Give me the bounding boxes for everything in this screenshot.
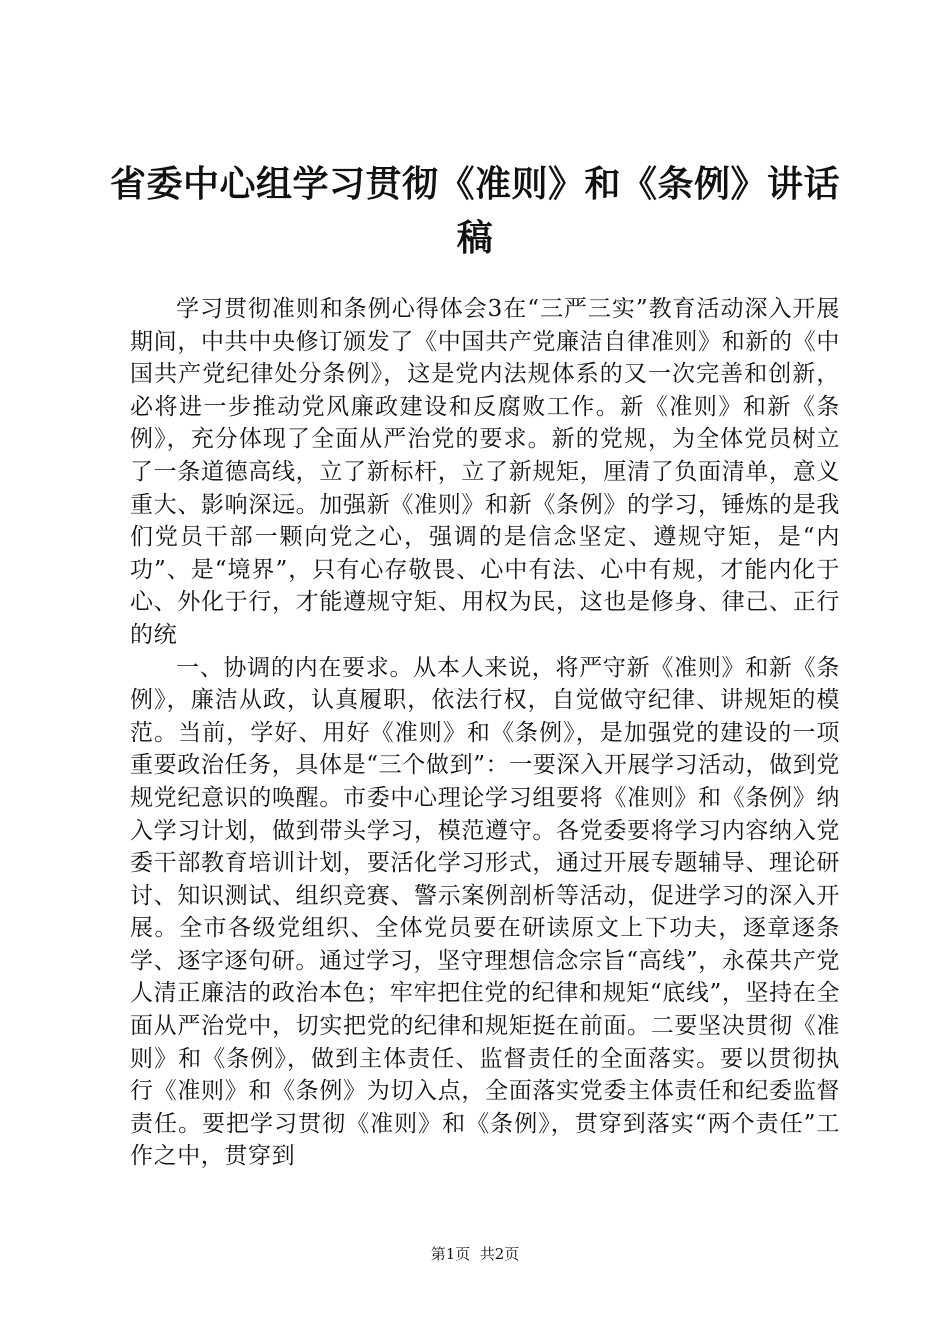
document-title: 省委中心组学习贯彻《准则》和《条例》讲话稿 (109, 164, 840, 259)
page-footer (0, 1244, 950, 1264)
page-number-label: 第1页 共2页 (430, 1245, 520, 1263)
document-body (130, 293, 840, 1173)
paragraph: 一、协调的内在要求。从本人来说，将严守新《准则》和新《条例》，廉洁从政，认真履职，依法行权，自觉做守纪律、讲规矩的模范。当前，学好、用好《准则》和《条例》，是加强党的建设的一项重要政治任务，具体是“三个做到”：一要深入开展学习活动，做到党规党纪意识的唤醒。市委中心理论学习组要将《准则》和《条例》纳入学习计划，做到带头学习，模范遵守。各党委要将学习内容纳入党委干部教育培训计划，要活化学习形式，通过开展专题辅导、理论研讨、知识测试、组织竞赛、警示案例剖析等活动，促进学习的深入开展。全市各级党组织、全体党员要在研读原文上下功夫，逐章逐条学、逐字逐句研。通过学习，坚守理想信念宗旨“高线”，永葆共产党人清正廉洁的政治本色；牢牢把住党的纪律和规矩“底线”，坚持在全面从严治党中，切实把党的纪律和规矩挺在前面。二要坚决贯彻《准则》和《条例》，做到主体责任、监督责任的全面落实。要以贯彻执行《准则》和《条例》为切入点，全面落实党委主体责任和纪委监督责任。要把学习贯彻《准则》和《条例》，贯穿到落实“两个责任”工作之中，贯穿到 (130, 654, 840, 1170)
paragraph: 学习贯彻准则和条例心得体会3在“三严三实”教育活动深入开展期间，中共中央修订颁发了《中国共产党廉洁自律准则》和新的《中国共产党纪律处分条例》，这是党内法规体系的又一次完善和创新，必将进一步推动党风廉政建设和反腐败工作。新《准则》和新《条例》，充分体现了全面从严治党的要求。新的党规，为全体党员树立了一条道德高线，立了新标杆，立了新规矩，厘清了负面清单，意义重大、影响深远。加强新《准则》和新《条例》的学习，锤炼的是我们党员干部一颗向党之心，强调的是信念坚定、遵规守矩，是“内功”、是“境界”，只有心存敬畏、心中有法、心中有规，才能内化于心、外化于行，才能遵规守矩、用权为民，这也是修身、律己、正行的统 (130, 296, 840, 648)
